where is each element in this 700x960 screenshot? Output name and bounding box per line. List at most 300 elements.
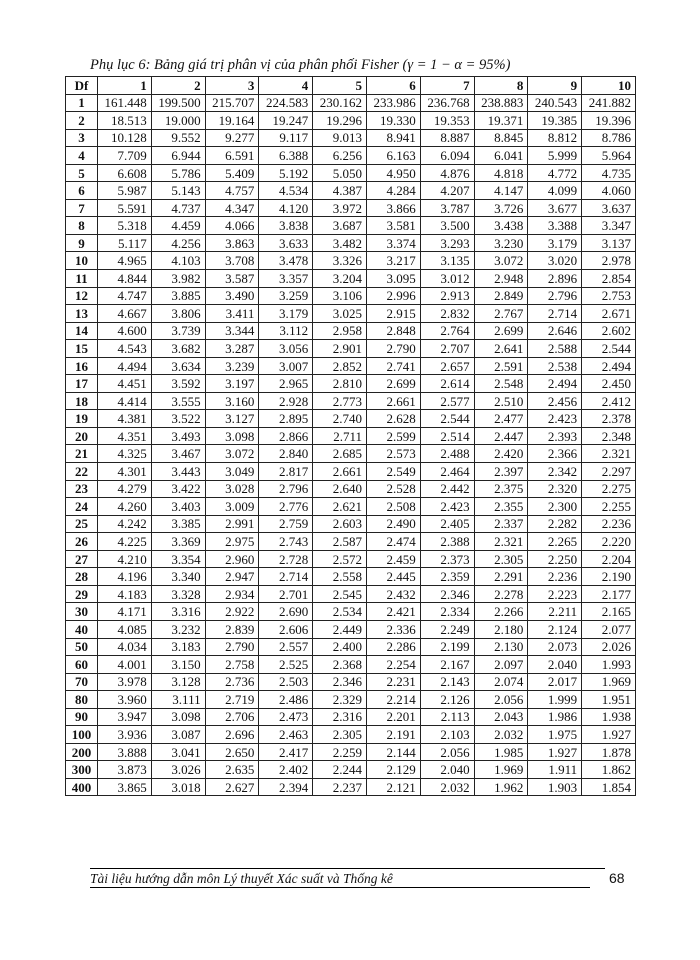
table-row xyxy=(66,445,636,463)
value-cell: 2.736 xyxy=(205,673,259,691)
value-cell: 5.999 xyxy=(528,147,582,165)
value-cell: 2.463 xyxy=(259,726,313,744)
value-cell: 3.179 xyxy=(259,305,313,323)
value-cell: 4.347 xyxy=(205,199,259,217)
value-cell: 2.728 xyxy=(259,550,313,568)
table-row xyxy=(66,708,636,726)
value-cell: 2.587 xyxy=(313,533,367,551)
value-cell: 2.701 xyxy=(259,585,313,603)
value-cell: 2.627 xyxy=(205,778,259,796)
table-row xyxy=(66,620,636,638)
value-cell: 2.130 xyxy=(474,638,528,656)
value-cell: 2.097 xyxy=(474,656,528,674)
value-cell: 2.661 xyxy=(366,392,420,410)
table-row xyxy=(66,585,636,603)
value-cell: 3.978 xyxy=(98,673,152,691)
value-cell: 2.449 xyxy=(313,620,367,638)
column-header: 4 xyxy=(259,77,313,95)
value-cell: 2.741 xyxy=(366,357,420,375)
value-cell: 1.854 xyxy=(582,778,636,796)
value-cell: 2.866 xyxy=(259,427,313,445)
value-cell: 2.266 xyxy=(474,603,528,621)
value-cell: 3.344 xyxy=(205,322,259,340)
value-cell: 2.486 xyxy=(259,691,313,709)
value-cell: 9.552 xyxy=(151,129,205,147)
value-cell: 3.708 xyxy=(205,252,259,270)
value-cell: 1.903 xyxy=(528,778,582,796)
value-cell: 2.366 xyxy=(528,445,582,463)
value-cell: 2.960 xyxy=(205,550,259,568)
value-cell: 3.687 xyxy=(313,217,367,235)
value-cell: 3.340 xyxy=(151,568,205,586)
value-cell: 3.204 xyxy=(313,270,367,288)
value-cell: 4.459 xyxy=(151,217,205,235)
value-cell: 2.810 xyxy=(313,375,367,393)
value-cell: 2.220 xyxy=(582,533,636,551)
table-row xyxy=(66,656,636,674)
value-cell: 3.328 xyxy=(151,585,205,603)
value-cell: 2.297 xyxy=(582,463,636,481)
value-cell: 2.817 xyxy=(259,463,313,481)
value-cell: 19.353 xyxy=(420,112,474,130)
value-cell: 2.557 xyxy=(259,638,313,656)
value-cell: 4.183 xyxy=(98,585,152,603)
value-cell: 2.144 xyxy=(366,743,420,761)
value-cell: 2.714 xyxy=(259,568,313,586)
value-cell: 241.882 xyxy=(582,94,636,112)
value-cell: 1.927 xyxy=(582,726,636,744)
value-cell: 2.473 xyxy=(259,708,313,726)
value-cell: 2.180 xyxy=(474,620,528,638)
value-cell: 4.325 xyxy=(98,445,152,463)
value-cell: 1.986 xyxy=(528,708,582,726)
value-cell: 3.316 xyxy=(151,603,205,621)
value-cell: 2.291 xyxy=(474,568,528,586)
value-cell: 3.581 xyxy=(366,217,420,235)
value-cell: 2.839 xyxy=(205,620,259,638)
value-cell: 3.522 xyxy=(151,410,205,428)
df-cell: 18 xyxy=(66,392,98,410)
value-cell: 4.242 xyxy=(98,515,152,533)
value-cell: 4.120 xyxy=(259,199,313,217)
value-cell: 1.938 xyxy=(582,708,636,726)
value-cell: 2.490 xyxy=(366,515,420,533)
value-cell: 3.041 xyxy=(151,743,205,761)
value-cell: 1.985 xyxy=(474,743,528,761)
value-cell: 2.646 xyxy=(528,322,582,340)
value-cell: 3.112 xyxy=(259,322,313,340)
df-cell: 400 xyxy=(66,778,98,796)
column-header: 2 xyxy=(151,77,205,95)
value-cell: 2.558 xyxy=(313,568,367,586)
value-cell: 4.534 xyxy=(259,182,313,200)
value-cell: 3.422 xyxy=(151,480,205,498)
value-cell: 2.320 xyxy=(528,480,582,498)
value-cell: 2.346 xyxy=(420,585,474,603)
value-cell: 161.448 xyxy=(98,94,152,112)
table-row xyxy=(66,234,636,252)
value-cell: 2.113 xyxy=(420,708,474,726)
value-cell: 2.538 xyxy=(528,357,582,375)
value-cell: 2.948 xyxy=(474,270,528,288)
value-cell: 3.150 xyxy=(151,656,205,674)
value-cell: 2.236 xyxy=(528,568,582,586)
value-cell: 2.494 xyxy=(528,375,582,393)
value-cell: 4.735 xyxy=(582,164,636,182)
value-cell: 2.254 xyxy=(366,656,420,674)
column-header: 8 xyxy=(474,77,528,95)
value-cell: 2.237 xyxy=(313,778,367,796)
value-cell: 3.293 xyxy=(420,234,474,252)
value-cell: 4.381 xyxy=(98,410,152,428)
value-cell: 2.840 xyxy=(259,445,313,463)
table-row xyxy=(66,480,636,498)
page-number: 68 xyxy=(609,870,625,886)
value-cell: 2.442 xyxy=(420,480,474,498)
value-cell: 3.127 xyxy=(205,410,259,428)
value-cell: 6.094 xyxy=(420,147,474,165)
value-cell: 2.265 xyxy=(528,533,582,551)
value-cell: 3.183 xyxy=(151,638,205,656)
value-cell: 4.301 xyxy=(98,463,152,481)
value-cell: 7.709 xyxy=(98,147,152,165)
value-cell: 2.300 xyxy=(528,498,582,516)
value-cell: 2.474 xyxy=(366,533,420,551)
value-cell: 3.025 xyxy=(313,305,367,323)
value-cell: 2.848 xyxy=(366,322,420,340)
value-cell: 2.508 xyxy=(366,498,420,516)
df-cell: 70 xyxy=(66,673,98,691)
value-cell: 3.490 xyxy=(205,287,259,305)
value-cell: 3.259 xyxy=(259,287,313,305)
value-cell: 2.928 xyxy=(259,392,313,410)
value-cell: 4.950 xyxy=(366,164,420,182)
table-body xyxy=(66,94,636,796)
value-cell: 2.690 xyxy=(259,603,313,621)
value-cell: 2.975 xyxy=(205,533,259,551)
df-cell: 2 xyxy=(66,112,98,130)
value-cell: 2.635 xyxy=(205,761,259,779)
value-cell: 2.965 xyxy=(259,375,313,393)
value-cell: 3.438 xyxy=(474,217,528,235)
value-cell: 4.103 xyxy=(151,252,205,270)
value-cell: 2.249 xyxy=(420,620,474,638)
value-cell: 2.577 xyxy=(420,392,474,410)
value-cell: 2.714 xyxy=(528,305,582,323)
value-cell: 2.259 xyxy=(313,743,367,761)
value-cell: 5.591 xyxy=(98,199,152,217)
table-row xyxy=(66,357,636,375)
value-cell: 2.275 xyxy=(582,480,636,498)
value-cell: 4.747 xyxy=(98,287,152,305)
table-row xyxy=(66,305,636,323)
value-cell: 3.866 xyxy=(366,199,420,217)
value-cell: 2.334 xyxy=(420,603,474,621)
value-cell: 4.414 xyxy=(98,392,152,410)
table-row xyxy=(66,673,636,691)
value-cell: 2.393 xyxy=(528,427,582,445)
value-cell: 2.359 xyxy=(420,568,474,586)
value-cell: 2.494 xyxy=(582,357,636,375)
table-row xyxy=(66,498,636,516)
value-cell: 2.922 xyxy=(205,603,259,621)
df-cell: 24 xyxy=(66,498,98,516)
value-cell: 3.637 xyxy=(582,199,636,217)
value-cell: 2.305 xyxy=(474,550,528,568)
value-cell: 2.417 xyxy=(259,743,313,761)
value-cell: 3.873 xyxy=(98,761,152,779)
value-cell: 5.192 xyxy=(259,164,313,182)
value-cell: 230.162 xyxy=(313,94,367,112)
value-cell: 19.296 xyxy=(313,112,367,130)
df-cell: 30 xyxy=(66,603,98,621)
value-cell: 2.699 xyxy=(474,322,528,340)
value-cell: 5.117 xyxy=(98,234,152,252)
df-cell: 40 xyxy=(66,620,98,638)
value-cell: 4.387 xyxy=(313,182,367,200)
value-cell: 2.934 xyxy=(205,585,259,603)
table-row xyxy=(66,287,636,305)
value-cell: 18.513 xyxy=(98,112,152,130)
df-cell: 22 xyxy=(66,463,98,481)
df-cell: 200 xyxy=(66,743,98,761)
value-cell: 5.987 xyxy=(98,182,152,200)
value-cell: 2.040 xyxy=(528,656,582,674)
table-row xyxy=(66,603,636,621)
value-cell: 3.592 xyxy=(151,375,205,393)
value-cell: 10.128 xyxy=(98,129,152,147)
value-cell: 6.608 xyxy=(98,164,152,182)
value-cell: 2.394 xyxy=(259,778,313,796)
column-header: 10 xyxy=(582,77,636,95)
value-cell: 2.236 xyxy=(582,515,636,533)
value-cell: 2.544 xyxy=(420,410,474,428)
table-row xyxy=(66,427,636,445)
value-cell: 2.528 xyxy=(366,480,420,498)
value-cell: 1.862 xyxy=(582,761,636,779)
table-row xyxy=(66,533,636,551)
value-cell: 2.740 xyxy=(313,410,367,428)
value-cell: 19.385 xyxy=(528,112,582,130)
table-row xyxy=(66,726,636,744)
table-row xyxy=(66,147,636,165)
value-cell: 4.844 xyxy=(98,270,152,288)
value-cell: 2.199 xyxy=(420,638,474,656)
value-cell: 2.211 xyxy=(528,603,582,621)
value-cell: 4.034 xyxy=(98,638,152,656)
df-cell: 3 xyxy=(66,129,98,147)
value-cell: 3.098 xyxy=(205,427,259,445)
df-cell: 17 xyxy=(66,375,98,393)
value-cell: 4.543 xyxy=(98,340,152,358)
table-row xyxy=(66,743,636,761)
value-cell: 2.588 xyxy=(528,340,582,358)
value-cell: 2.032 xyxy=(420,778,474,796)
value-cell: 3.885 xyxy=(151,287,205,305)
value-cell: 5.409 xyxy=(205,164,259,182)
value-cell: 2.316 xyxy=(313,708,367,726)
df-cell: 15 xyxy=(66,340,98,358)
value-cell: 3.111 xyxy=(151,691,205,709)
df-cell: 80 xyxy=(66,691,98,709)
value-cell: 2.400 xyxy=(313,638,367,656)
df-cell: 16 xyxy=(66,357,98,375)
value-cell: 2.420 xyxy=(474,445,528,463)
df-cell: 19 xyxy=(66,410,98,428)
value-cell: 5.143 xyxy=(151,182,205,200)
value-cell: 3.230 xyxy=(474,234,528,252)
df-cell: 4 xyxy=(66,147,98,165)
value-cell: 3.863 xyxy=(205,234,259,252)
value-cell: 6.388 xyxy=(259,147,313,165)
value-cell: 2.167 xyxy=(420,656,474,674)
value-cell: 8.845 xyxy=(474,129,528,147)
value-cell: 2.549 xyxy=(366,463,420,481)
value-cell: 2.043 xyxy=(474,708,528,726)
value-cell: 3.443 xyxy=(151,463,205,481)
table-row xyxy=(66,550,636,568)
value-cell: 2.991 xyxy=(205,515,259,533)
table-row xyxy=(66,322,636,340)
column-header: 3 xyxy=(205,77,259,95)
footer-rule-bottom xyxy=(90,887,590,888)
value-cell: 2.305 xyxy=(313,726,367,744)
value-cell: 3.128 xyxy=(151,673,205,691)
value-cell: 2.423 xyxy=(528,410,582,428)
value-cell: 3.217 xyxy=(366,252,420,270)
value-cell: 2.621 xyxy=(313,498,367,516)
df-cell: 1 xyxy=(66,94,98,112)
value-cell: 3.049 xyxy=(205,463,259,481)
value-cell: 3.009 xyxy=(205,498,259,516)
value-cell: 3.374 xyxy=(366,234,420,252)
value-cell: 2.661 xyxy=(313,463,367,481)
value-cell: 3.020 xyxy=(528,252,582,270)
df-cell: 21 xyxy=(66,445,98,463)
column-header: 1 xyxy=(98,77,152,95)
value-cell: 6.944 xyxy=(151,147,205,165)
value-cell: 3.369 xyxy=(151,533,205,551)
value-cell: 2.606 xyxy=(259,620,313,638)
value-cell: 2.525 xyxy=(259,656,313,674)
value-cell: 2.743 xyxy=(259,533,313,551)
value-cell: 3.385 xyxy=(151,515,205,533)
value-cell: 3.478 xyxy=(259,252,313,270)
value-cell: 4.225 xyxy=(98,533,152,551)
value-cell: 4.260 xyxy=(98,498,152,516)
value-cell: 2.073 xyxy=(528,638,582,656)
value-cell: 2.711 xyxy=(313,427,367,445)
value-cell: 2.204 xyxy=(582,550,636,568)
value-cell: 2.337 xyxy=(474,515,528,533)
df-cell: 11 xyxy=(66,270,98,288)
df-cell: 100 xyxy=(66,726,98,744)
value-cell: 19.164 xyxy=(205,112,259,130)
value-cell: 8.812 xyxy=(528,129,582,147)
df-cell: 10 xyxy=(66,252,98,270)
value-cell: 1.999 xyxy=(528,691,582,709)
value-cell: 4.757 xyxy=(205,182,259,200)
value-cell: 2.040 xyxy=(420,761,474,779)
value-cell: 2.603 xyxy=(313,515,367,533)
value-cell: 4.451 xyxy=(98,375,152,393)
value-cell: 4.060 xyxy=(582,182,636,200)
table-row xyxy=(66,638,636,656)
value-cell: 2.336 xyxy=(366,620,420,638)
value-cell: 3.467 xyxy=(151,445,205,463)
value-cell: 2.056 xyxy=(420,743,474,761)
value-cell: 8.887 xyxy=(420,129,474,147)
value-cell: 2.412 xyxy=(582,392,636,410)
value-cell: 2.896 xyxy=(528,270,582,288)
value-cell: 3.087 xyxy=(151,726,205,744)
value-cell: 6.041 xyxy=(474,147,528,165)
value-cell: 2.901 xyxy=(313,340,367,358)
value-cell: 8.941 xyxy=(366,129,420,147)
value-cell: 3.739 xyxy=(151,322,205,340)
value-cell: 2.696 xyxy=(205,726,259,744)
value-cell: 8.786 xyxy=(582,129,636,147)
value-cell: 3.026 xyxy=(151,761,205,779)
value-cell: 19.000 xyxy=(151,112,205,130)
value-cell: 3.197 xyxy=(205,375,259,393)
value-cell: 2.103 xyxy=(420,726,474,744)
value-cell: 9.277 xyxy=(205,129,259,147)
value-cell: 4.196 xyxy=(98,568,152,586)
df-cell: 7 xyxy=(66,199,98,217)
value-cell: 6.163 xyxy=(366,147,420,165)
value-cell: 2.165 xyxy=(582,603,636,621)
value-cell: 2.796 xyxy=(259,480,313,498)
value-cell: 2.832 xyxy=(420,305,474,323)
value-cell: 2.796 xyxy=(528,287,582,305)
value-cell: 1.927 xyxy=(528,743,582,761)
df-cell: 12 xyxy=(66,287,98,305)
value-cell: 4.207 xyxy=(420,182,474,200)
value-cell: 2.074 xyxy=(474,673,528,691)
value-cell: 4.256 xyxy=(151,234,205,252)
value-cell: 5.786 xyxy=(151,164,205,182)
value-cell: 2.126 xyxy=(420,691,474,709)
table-row xyxy=(66,375,636,393)
value-cell: 4.279 xyxy=(98,480,152,498)
value-cell: 2.177 xyxy=(582,585,636,603)
df-cell: 29 xyxy=(66,585,98,603)
value-cell: 4.772 xyxy=(528,164,582,182)
value-cell: 2.753 xyxy=(582,287,636,305)
value-cell: 4.818 xyxy=(474,164,528,182)
value-cell: 2.190 xyxy=(582,568,636,586)
value-cell: 240.543 xyxy=(528,94,582,112)
value-cell: 2.032 xyxy=(474,726,528,744)
value-cell: 2.026 xyxy=(582,638,636,656)
value-cell: 2.895 xyxy=(259,410,313,428)
value-cell: 3.633 xyxy=(259,234,313,252)
df-cell: 27 xyxy=(66,550,98,568)
value-cell: 2.355 xyxy=(474,498,528,516)
df-cell: 9 xyxy=(66,234,98,252)
value-cell: 2.657 xyxy=(420,357,474,375)
value-cell: 3.135 xyxy=(420,252,474,270)
value-cell: 2.375 xyxy=(474,480,528,498)
table-row xyxy=(66,515,636,533)
value-cell: 2.628 xyxy=(366,410,420,428)
table-row xyxy=(66,463,636,481)
value-cell: 4.965 xyxy=(98,252,152,270)
value-cell: 224.583 xyxy=(259,94,313,112)
df-cell: 28 xyxy=(66,568,98,586)
value-cell: 2.978 xyxy=(582,252,636,270)
